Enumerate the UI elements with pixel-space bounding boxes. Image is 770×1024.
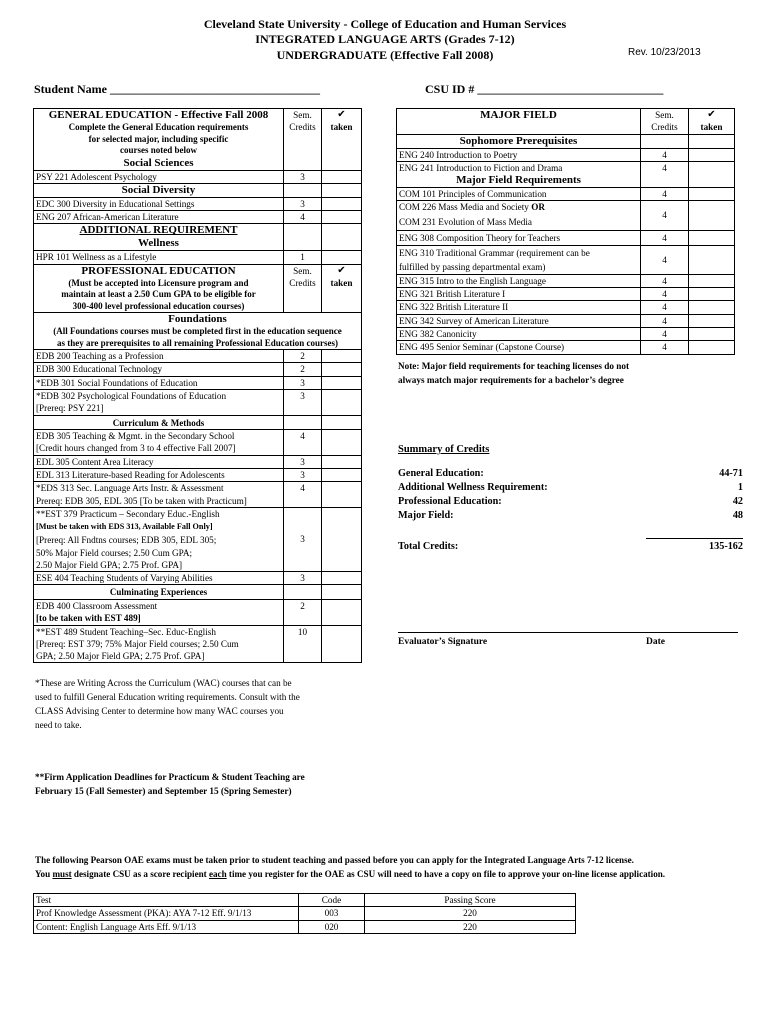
taken-cell[interactable] bbox=[689, 230, 735, 245]
taken-cell[interactable] bbox=[322, 363, 362, 376]
course-row: ENG 310 Traditional Grammar (requirement can be fulfilled by passing departmental exam) 4 bbox=[397, 245, 735, 274]
course-row: *EDB 301 Social Foundations of Education 3 bbox=[34, 376, 362, 389]
course-row: COM 226 Mass Media and Society OR COM 231 Evolution of Mass Media 4 bbox=[397, 201, 735, 230]
course-row: ENG 240 Introduction to Poetry 4 bbox=[397, 148, 735, 161]
taken-cell[interactable] bbox=[689, 327, 735, 340]
table-row: Content: English Language Arts Eff. 9/1/13 020 220 bbox=[34, 920, 576, 933]
course-row: ENG 207 African-American Literature 4 bbox=[34, 211, 362, 224]
csu-id-field[interactable]: CSU ID # _______________________________ bbox=[425, 82, 664, 96]
course-row: EDC 300 Diversity in Educational Settings 3 bbox=[34, 197, 362, 210]
col-header-test: Test bbox=[34, 894, 299, 907]
taken-cell[interactable] bbox=[322, 197, 362, 210]
taken-cell[interactable] bbox=[689, 288, 735, 301]
major-field-table: MAJOR FIELD Sem. Credits ✔ taken Sophomore Prerequisites ENG 240 Introduction to Poetry 4 ENG 241 Introduction to Fiction and Drama Major Field Requirements 4 COM 101 Principles of Communication 4 COM 226 Mass Media and Society OR COM 231 Evolution of Mass Media 4 ENG 308 Composition Theory for Teachers 4 ENG 310 Traditional Grammar (requirement can be fulfilled by passing departmental exam) 4 ENG 315 Intro to the English Language 4 ENG 321 British Literature I 4 ENG 322 British Literature II 4 ENG 342 Survey of American Literature 4 ENG 382 Canonicity 4 ENG 495 Senior Seminar (Capstone Course) 4 bbox=[396, 108, 735, 355]
course-row: EDB 400 Classroom Assessment [to be taken with EST 489] 2 bbox=[34, 599, 362, 625]
total-rule bbox=[646, 538, 743, 539]
taken-cell[interactable] bbox=[689, 341, 735, 354]
left-requirements-table: GENERAL EDUCATION - Effective Fall 2008 Complete the General Education requirements for selected major, including specific courses noted below Social Sciences Sem. Credits ✔ taken PSY 221 Adolescent Psychology 3 Social Diversity EDC 300 Diversity in Educational Settings 3 ENG 207 African-American Literature 4 ADDITIONAL REQUIREMENT Wellness HPR 101 Wellness as a Lifestyle 1 PROFESSIONAL EDUCATION (Must be accepted into Licensure program and maintain at least a 2.50 Cum GPA to be eligible for 300-400 level professional education courses) Sem. Credits ✔ taken Foundations (All Foundations courses must be completed first in the education sequence as they are prerequisites to all remaining Professional Education courses) EDB 200 Teaching as a Profession 2 EDB 300 Educational Technology 2 *EDB 301 Social Foundations of Education 3 *EDB 302 Psychological Foundations of Education [Prereq: PSY 221] 3 Curriculum & Methods EDB 305 Teaching & Mgmt. in the Secondary School [Credit hours changed from 3 to 4 effective Fall 2007] 4 EDL 305 Content Area Literacy 3 EDL 313 Literature-based Reading for Adolescents 3 *EDS 313 Sec. Language Arts Instr. & Assessment Prereq: EDB 305, EDL 305 [To be taken with Practicum] 4 **EST 379 Practicum – Secondary Educ.-English [Must be taken with EDS 313, Available Fall Only] [Prereq: All Fndtns courses; EDB 305, EDL 305; 50% Major Field courses; 2.50 Cum GPA; 2.50 Major Field GPA; 2.75 Prof. GPA] 3 ESE 404 Teaching Students of Varying Abilities 3 Culminating Experiences EDB 400 Classroom Assessment [to be taken with EST 489] 2 **EST 489 Student Teaching–Sec. Educ-English [Prereq: EST 379; 75% Major Field courses; 2.50 Cum GPA; 2.50 Major Field GPA; 2.75 Prof. GPA] 10 bbox=[33, 108, 362, 663]
taken-cell[interactable] bbox=[689, 201, 735, 230]
taken-cell[interactable] bbox=[689, 301, 735, 314]
course-row: EDB 300 Educational Technology 2 bbox=[34, 363, 362, 376]
taken-cell[interactable] bbox=[689, 245, 735, 274]
summary-row: Major Field: 48 bbox=[398, 510, 743, 521]
course-row: ENG 495 Senior Seminar (Capstone Course) 4 bbox=[397, 341, 735, 354]
header-line3: UNDERGRADUATE (Effective Fall 2008) bbox=[276, 48, 494, 62]
taken-cell[interactable] bbox=[322, 507, 362, 571]
course-row: EDB 200 Teaching as a Profession 2 bbox=[34, 350, 362, 363]
course-row: ENG 321 British Literature I 4 bbox=[397, 288, 735, 301]
major-field-note: Note: Major field requirements for teaching licenses do not always match major requirements for a bachelor’s degree bbox=[398, 361, 630, 385]
course-row: PSY 221 Adolescent Psychology 3 bbox=[34, 170, 362, 183]
summary-of-credits bbox=[398, 444, 743, 523]
prof-ed-title: PROFESSIONAL EDUCATION bbox=[81, 264, 236, 277]
check-icon: ✔ bbox=[707, 109, 716, 120]
summary-title: Summary of Credits bbox=[398, 444, 490, 455]
firm-deadlines-note: **Firm Application Deadlines for Practicum & Student Teaching are February 15 (Fall Semester) and September 15 (Spring Semester) bbox=[35, 772, 305, 796]
evaluator-signature-label: Evaluator’s Signature bbox=[398, 637, 488, 647]
taken-cell[interactable] bbox=[322, 625, 362, 663]
course-row: ENG 308 Composition Theory for Teachers 4 bbox=[397, 230, 735, 245]
oae-exams-table bbox=[33, 893, 576, 934]
taken-cell[interactable] bbox=[689, 161, 735, 187]
revision-date: Rev. 10/23/2013 bbox=[628, 47, 701, 58]
header-line2: INTEGRATED LANGUAGE ARTS (Grades 7-12) bbox=[255, 32, 515, 46]
total-credits-row: Total Credits: 135-162 bbox=[398, 541, 743, 552]
course-row: **EST 489 Student Teaching–Sec. Educ-English [Prereq: EST 379; 75% Major Field courses; 2.50 Cum GPA; 2.50 Major Field GPA; 2.75 Prof. GPA] 10 bbox=[34, 625, 362, 663]
taken-cell[interactable] bbox=[322, 211, 362, 224]
table-header-row bbox=[34, 894, 576, 907]
course-row: ESE 404 Teaching Students of Varying Abilities 3 bbox=[34, 572, 362, 585]
course-row: HPR 101 Wellness as a Lifestyle 1 bbox=[34, 251, 362, 264]
date-label: Date bbox=[646, 637, 665, 647]
social-sciences-heading: Social Sciences bbox=[123, 156, 194, 169]
taken-cell[interactable] bbox=[322, 170, 362, 183]
course-row: **EST 379 Practicum – Secondary Educ.-English [Must be taken with EDS 313, Available Fall Only] [Prereq: All Fndtns courses; EDB 305, EDL 305; 50% Major Field courses; 2.50 Cum GPA; 2.50 Major Field GPA; 2.75 Prof. GPA] 3 bbox=[34, 507, 362, 571]
course-row: ENG 315 Intro to the English Language 4 bbox=[397, 274, 735, 287]
course-row: ENG 241 Introduction to Fiction and Drama Major Field Requirements 4 bbox=[397, 161, 735, 187]
course-row: EDB 305 Teaching & Mgmt. in the Secondary School [Credit hours changed from 3 to 4 effective Fall 2007] 4 bbox=[34, 430, 362, 456]
taken-cell[interactable] bbox=[322, 430, 362, 456]
course-row: ENG 322 British Literature II 4 bbox=[397, 301, 735, 314]
taken-cell[interactable] bbox=[689, 148, 735, 161]
summary-row: Additional Wellness Requirement: 1 bbox=[398, 482, 743, 493]
taken-cell[interactable] bbox=[322, 251, 362, 264]
wac-note: *These are Writing Across the Curriculum (WAC) courses that can be used to fulfill General Education writing requirements. Consult with the CLASS Advising Center to determine how many WAC courses you need to take. bbox=[35, 678, 300, 730]
taken-cell[interactable] bbox=[689, 314, 735, 327]
check-icon: ✔ bbox=[337, 264, 346, 276]
taken-cell[interactable] bbox=[689, 274, 735, 287]
summary-row: Professional Education: 42 bbox=[398, 496, 743, 507]
oae-note: The following Pearson OAE exams must be taken prior to student teaching and passed before you can apply for the Integrated Language Arts 7-12 license. You must designate CSU as a score recipient each time you register for the OAE as CSU will need to have a copy on file to approve your on-line license application. bbox=[35, 855, 666, 879]
taken-cell[interactable] bbox=[322, 350, 362, 363]
taken-cell[interactable] bbox=[322, 376, 362, 389]
summary-row: General Education: 44-71 bbox=[398, 468, 743, 479]
taken-cell[interactable] bbox=[322, 390, 362, 416]
course-row: COM 101 Principles of Communication 4 bbox=[397, 188, 735, 201]
course-row: EDL 313 Literature-based Reading for Adolescents 3 bbox=[34, 469, 362, 482]
course-row: ENG 382 Canonicity 4 bbox=[397, 327, 735, 340]
student-name-field[interactable]: Student Name ___________________________________ bbox=[34, 82, 321, 96]
course-row: *EDB 302 Psychological Foundations of Education [Prereq: PSY 221] 3 bbox=[34, 390, 362, 416]
taken-cell[interactable] bbox=[322, 455, 362, 468]
check-icon: ✔ bbox=[337, 109, 346, 120]
taken-cell[interactable] bbox=[322, 482, 362, 508]
table-row: Prof Knowledge Assessment (PKA): AYA 7-12 Eff. 9/1/13 003 220 bbox=[34, 907, 576, 920]
taken-cell[interactable] bbox=[322, 469, 362, 482]
major-field-title: MAJOR FIELD bbox=[480, 109, 557, 121]
gen-ed-title: GENERAL EDUCATION - Effective Fall 2008 bbox=[48, 109, 269, 121]
header-line1: Cleveland State University - College of Education and Human Services bbox=[203, 17, 567, 31]
col-header-code: Code bbox=[299, 894, 365, 907]
course-row: EDL 305 Content Area Literacy 3 bbox=[34, 455, 362, 468]
course-row: ENG 342 Survey of American Literature 4 bbox=[397, 314, 735, 327]
course-row: *EDS 313 Sec. Language Arts Instr. & Assessment Prereq: EDB 305, EDL 305 [To be taken with Practicum] 4 bbox=[34, 482, 362, 508]
taken-cell[interactable] bbox=[322, 572, 362, 585]
col-header-passing-score: Passing Score bbox=[365, 894, 576, 907]
signature-line[interactable] bbox=[398, 632, 738, 633]
taken-cell[interactable] bbox=[322, 599, 362, 625]
taken-cell[interactable] bbox=[689, 188, 735, 201]
